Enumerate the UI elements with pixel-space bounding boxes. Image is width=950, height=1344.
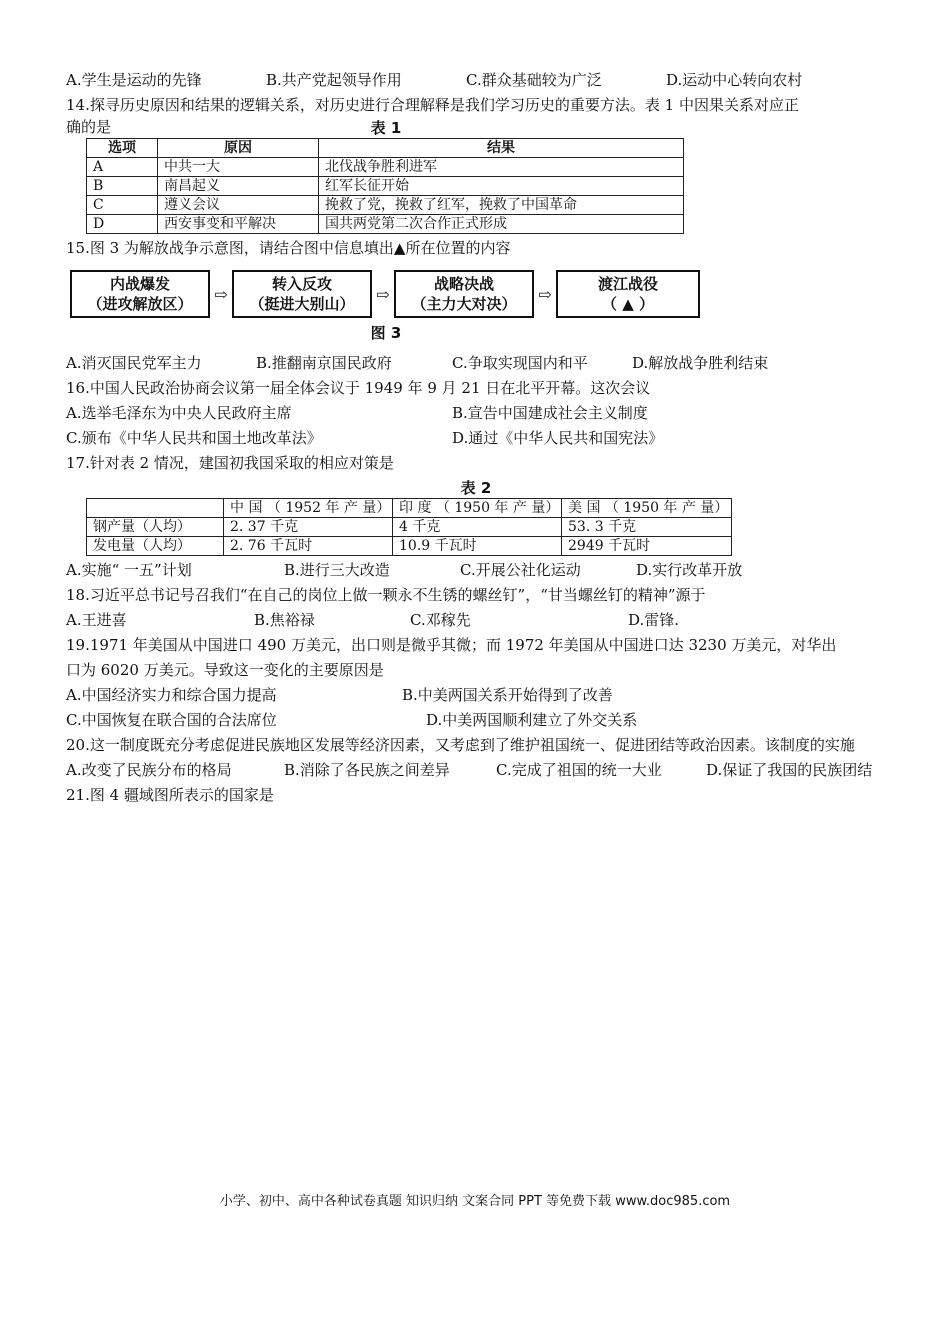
table2-cell: 53. 3 千克 <box>562 518 732 537</box>
table2-header <box>87 499 224 518</box>
flow-box-title: 战略决战 <box>433 275 494 293</box>
table-1 <box>86 138 684 234</box>
figure-3-caption: 图 3 <box>370 324 402 342</box>
q16-stem: 16.中国人民政治协商会议第一届全体会议于 1949 年 9 月 21 日在北平开幕。这次会议 <box>66 379 651 397</box>
q19-stem-line1: 19.1971 年美国从中国进口 490 万美元，出口则是微乎其微；而 1972 年美国从中国进口达 3230 万美元，对华出 <box>66 636 837 654</box>
q20-options <box>66 758 882 783</box>
flow-box-counteroffensive <box>232 270 372 318</box>
q15-stem: 15.图 3 为解放战争示意图，请结合图中信息填出▲所在位置的内容 <box>66 239 511 257</box>
q16-option-a: A.选举毛泽东为中央人民政府主席 <box>66 404 292 422</box>
table1-header: 原因 <box>158 139 319 158</box>
table2-cell: 10.9 千瓦时 <box>393 537 562 556</box>
q14-stem-line1: 14.探寻历史原因和结果的逻辑关系，对历史进行合理解释是我们学习历史的重要方法。表 1 中因果关系对应正 <box>66 96 799 114</box>
q18-option-d: D.雷锋. <box>628 611 680 629</box>
q17-option-c: C.开展公社化运动 <box>460 561 581 579</box>
table2-cell: 钢产量（人均） <box>87 518 224 537</box>
q19-option-a: A.中国经济实力和综合国力提高 <box>66 686 277 704</box>
table1-header-row <box>87 139 684 158</box>
table1-header: 选项 <box>87 139 158 158</box>
table-row <box>87 215 684 234</box>
q15-options <box>66 351 886 376</box>
table1-cell: 西安事变和平解决 <box>158 215 319 234</box>
q15-option-c: C.争取实现国内和平 <box>452 354 588 372</box>
q17-option-b: B.进行三大改造 <box>284 561 390 579</box>
table2-cell: 4 千克 <box>393 518 562 537</box>
table1-cell: A <box>87 158 158 177</box>
q19-options-row2 <box>66 708 886 733</box>
arrow-right-icon: ⇨ <box>214 284 228 304</box>
flow-box-decisive-battle <box>394 270 534 318</box>
table1-cell: C <box>87 196 158 215</box>
q18-option-a: A.王进喜 <box>66 611 127 629</box>
exam-page <box>66 68 886 808</box>
q17-options <box>66 558 886 583</box>
q16-option-c: C.颁布《中华人民共和国土地改革法》 <box>66 429 322 447</box>
q18-stem: 18.习近平总书记号召我们“在自己的岗位上做一颗永不生锈的螺丝钉”，“甘当螺丝钉的精神”源于 <box>66 586 706 604</box>
table-row <box>87 177 684 196</box>
table1-header: 结果 <box>319 139 684 158</box>
q18-option-c: C.邓稼先 <box>410 611 471 629</box>
q13-option-a: A.学生是运动的先锋 <box>66 71 202 89</box>
flow-box-title: 转入反攻 <box>271 275 332 293</box>
table-row <box>87 518 732 537</box>
table1-cell: 挽救了党，挽救了红军，挽救了中国革命 <box>319 196 684 215</box>
q16-option-b: B.宣告中国建成社会主义制度 <box>452 404 648 422</box>
table-row <box>87 196 684 215</box>
arrow-right-icon: ⇨ <box>538 284 552 304</box>
table1-cell: 南昌起义 <box>158 177 319 196</box>
q21-stem: 21.图 4 疆域图所表示的国家是 <box>66 786 274 804</box>
table1-cell: 北伐战争胜利进军 <box>319 158 684 177</box>
q15-option-a: A.消灭国民党军主力 <box>66 354 202 372</box>
table-2 <box>86 498 732 556</box>
q17-stem: 17.针对表 2 情况，建国初我国采取的相应对策是 <box>66 454 394 472</box>
table2-header-row <box>87 499 732 518</box>
table1-cell: B <box>87 177 158 196</box>
q20-option-d: D.保证了我国的民族团结 <box>706 761 873 779</box>
flow-box-sub: （挺进大别山） <box>249 295 355 313</box>
table2-cell: 2. 37 千克 <box>224 518 393 537</box>
q14-stem-line2: 确的是 <box>66 118 112 136</box>
flow-box-sub: （主力大对决） <box>411 295 517 313</box>
q13-option-b: B.共产党起领导作用 <box>266 71 402 89</box>
flow-box-civil-war <box>70 270 210 318</box>
q13-option-d: D.运动中心转向农村 <box>666 71 803 89</box>
table1-cell: 遵义会议 <box>158 196 319 215</box>
flow-box-sub: （ ▲ ） <box>602 295 654 313</box>
table1-cell: 国共两党第二次合作正式形成 <box>319 215 684 234</box>
q19-option-c: C.中国恢复在联合国的合法席位 <box>66 711 277 729</box>
flow-box-title: 内战爆发 <box>109 275 170 293</box>
table2-cell: 2. 76 千瓦时 <box>224 537 393 556</box>
flow-box-river-crossing <box>556 270 700 318</box>
q20-option-a: A.改变了民族分布的格局 <box>66 761 232 779</box>
q13-options <box>66 68 886 93</box>
q19-option-d: D.中美两国顺利建立了外交关系 <box>426 711 638 729</box>
table-row <box>87 158 684 177</box>
q18-option-b: B.焦裕禄 <box>254 611 315 629</box>
flow-box-sub: （进攻解放区） <box>87 295 193 313</box>
table2-caption: 表 2 <box>460 479 492 497</box>
figure-3-flow <box>70 267 886 321</box>
q17-option-a: A.实施“ 一五”计划 <box>66 561 192 579</box>
table1-cell: 红军长征开始 <box>319 177 684 196</box>
table2-header: 美 国 （ 1950 年 产 量） <box>562 499 732 518</box>
q20-option-b: B.消除了各民族之间差异 <box>284 761 450 779</box>
q20-option-c: C.完成了祖国的统一大业 <box>496 761 662 779</box>
q13-option-c: C.群众基础较为广泛 <box>466 71 602 89</box>
table1-caption: 表 1 <box>370 119 402 137</box>
q20-stem: 20.这一制度既充分考虑促进民族地区发展等经济因素，又考虑到了维护祖国统一、促进团结等政治因素。该制度的实施 <box>66 736 855 754</box>
q18-options <box>66 608 886 633</box>
q19-option-b: B.中美两国关系开始得到了改善 <box>402 686 613 704</box>
table-row <box>87 537 732 556</box>
table2-cell: 发电量（人均） <box>87 537 224 556</box>
q16-option-d: D.通过《中华人民共和国宪法》 <box>452 429 664 447</box>
table2-header: 印 度 （ 1950 年 产 量） <box>393 499 562 518</box>
table1-cell: 中共一大 <box>158 158 319 177</box>
q19-stem-line2: 口为 6020 万美元。导致这一变化的主要原因是 <box>66 661 384 679</box>
page-footer: 小学、初中、高中各种试卷真题 知识归纳 文案合同 PPT 等免费下载 www.doc985.com <box>219 1194 731 1209</box>
q19-options-row1 <box>66 683 886 708</box>
flow-box-title: 渡江战役 <box>597 275 658 293</box>
q17-option-d: D.实行改革开放 <box>636 561 743 579</box>
q15-option-d: D.解放战争胜利结束 <box>632 354 769 372</box>
table2-header: 中 国 （ 1952 年 产 量） <box>224 499 393 518</box>
q16-options-row1 <box>66 401 886 426</box>
q16-options-row2 <box>66 426 886 451</box>
table1-cell: D <box>87 215 158 234</box>
q15-option-b: B.推翻南京国民政府 <box>256 354 392 372</box>
table2-cell: 2949 千瓦时 <box>562 537 732 556</box>
arrow-right-icon: ⇨ <box>376 284 390 304</box>
